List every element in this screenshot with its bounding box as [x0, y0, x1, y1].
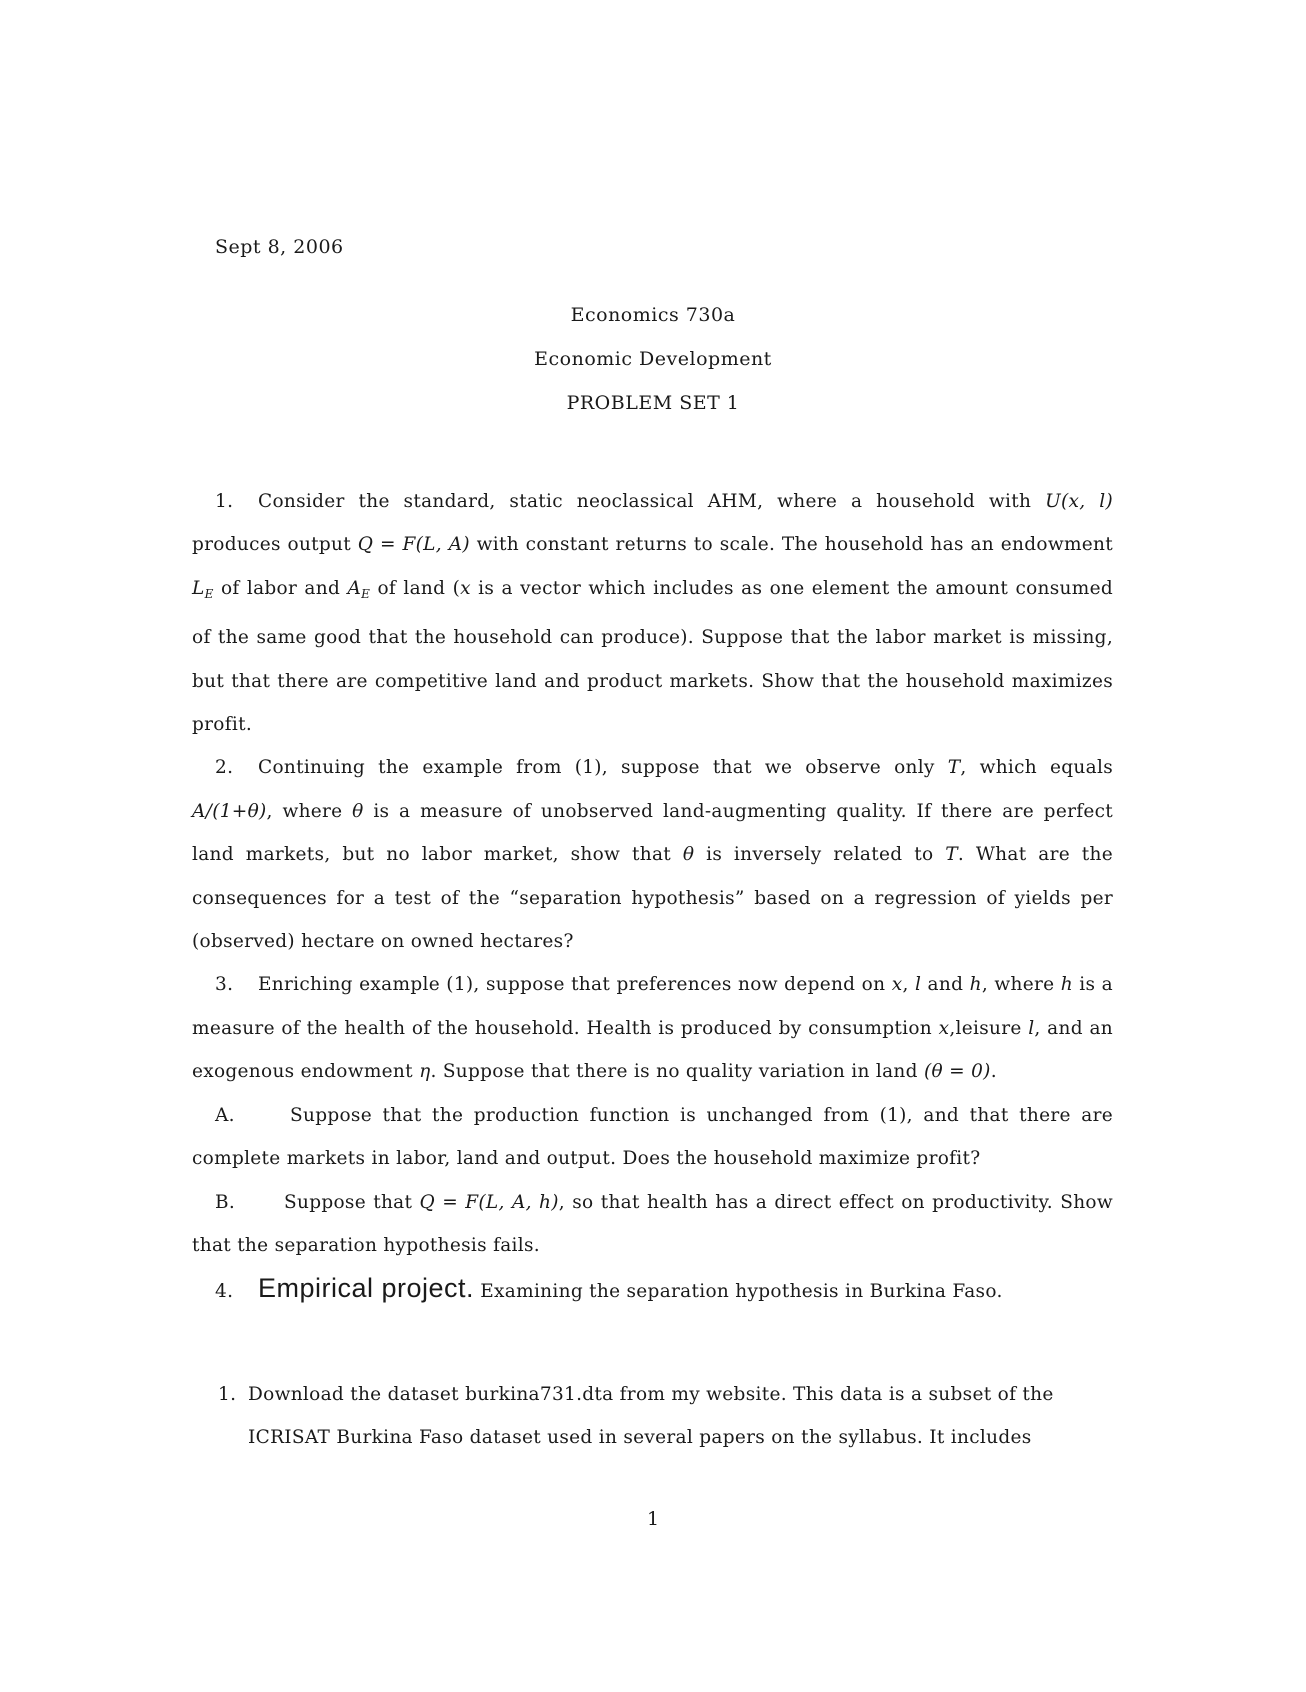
math-expression: A/(1+θ)	[192, 800, 267, 822]
problem-text: , which equals	[960, 757, 1113, 779]
math-expression: x	[891, 974, 903, 996]
problem-4	[192, 1267, 1113, 1313]
problem-text: Continuing the example from (1), suppose that we observe only	[258, 757, 948, 779]
subproblem-label: B.	[215, 1191, 236, 1213]
problem-text: produces output	[192, 534, 358, 556]
list-item	[218, 1373, 1113, 1460]
list-item-text: Download the dataset burkina731.dta from my website. This data is a subset of the	[248, 1384, 1054, 1405]
problem-text: with constant returns to scale. The household has an endowment	[469, 534, 1113, 556]
problem-text: , where	[981, 974, 1061, 996]
problem-number: 2.	[215, 757, 234, 779]
problem-number: 4.	[215, 1281, 234, 1303]
problem-text: .	[990, 1061, 997, 1083]
project-steps-list	[218, 1373, 1113, 1460]
math-expression: T	[945, 844, 958, 866]
math-subscript: E	[361, 586, 371, 601]
problem-text: . What are the consequences for a test of the “separation hypothesis” based on a regression of yields per (observed) hectare on owned hectares?	[192, 844, 1113, 953]
problem-number: 1.	[215, 491, 234, 512]
problem-text: , where	[266, 800, 353, 822]
math-expression: L	[192, 577, 205, 599]
problem-text: ,leisure	[949, 1017, 1029, 1039]
problem-text: and	[921, 974, 970, 996]
math-expression: (θ = 0)	[923, 1061, 991, 1083]
math-expression: h	[1060, 974, 1073, 996]
problem-text: Suppose that	[284, 1191, 420, 1213]
problem-text: Examining the separation hypothesis in Burkina Faso.	[474, 1281, 1003, 1303]
math-expression: T	[947, 757, 961, 779]
math-expression: U(x, l)	[1045, 491, 1113, 512]
list-item-number: 1.	[218, 1384, 237, 1405]
problem-3a	[192, 1094, 1113, 1181]
problem-text: Enriching example (1), suppose that preferences now depend on	[258, 974, 892, 996]
math-expression: l	[914, 974, 922, 996]
problem-3	[192, 963, 1113, 1093]
course-code: Economics 730a	[570, 304, 736, 326]
problem-text: is a measure of the health of the household. Health is produced by consumption	[192, 974, 1113, 1039]
title-block	[0, 300, 1306, 432]
math-subscript: E	[204, 586, 214, 601]
problem-text: Consider the standard, static neoclassical AHM, where a household with	[258, 491, 1046, 512]
math-expression: Q = F(L, A)	[357, 534, 470, 556]
date: Sept 8, 2006	[215, 236, 344, 258]
math-expression: h	[969, 974, 982, 996]
list-item-text: ICRISAT Burkina Faso dataset used in several papers on the syllabus. It includes	[248, 1427, 1032, 1449]
problem-set-title: PROBLEM SET 1	[566, 392, 740, 414]
problem-1	[192, 480, 1113, 746]
math-expression: x	[460, 577, 471, 599]
math-expression: A	[347, 577, 362, 599]
problem-3b	[192, 1181, 1113, 1268]
problem-text: of labor and	[213, 577, 348, 599]
problem-text: . Suppose that there is no quality variation in land	[430, 1061, 924, 1083]
page-number: 1	[646, 1508, 660, 1530]
problem-body	[192, 480, 1113, 1314]
problem-text: ,	[902, 974, 915, 996]
subproblem-label: A.	[215, 1104, 235, 1126]
math-expression: x	[938, 1017, 950, 1039]
math-expression: η	[419, 1061, 431, 1083]
problem-number: 3.	[215, 974, 234, 996]
course-subject: Economic Development	[534, 348, 772, 370]
math-expression: θ	[682, 844, 695, 866]
problem-text: is a vector which includes as one element the amount consumed of the same good that the household can produce). Suppose that the labor market is missing, but that there are competitive land and product markets. Show that the household maximizes profit.	[192, 577, 1113, 736]
math-expression: θ	[352, 800, 364, 822]
section-heading: Empirical project.	[258, 1273, 475, 1304]
problem-text: is inversely related to	[694, 844, 946, 866]
problem-text: is a measure of unobserved land-augmenting quality. If there are perfect land markets, but no labor market, show that	[192, 800, 1113, 866]
math-expression: l	[1028, 1017, 1035, 1039]
problem-2	[192, 746, 1113, 963]
problem-text: of land (	[370, 577, 461, 599]
problem-text: Suppose that the production function is unchanged from (1), and that there are complete markets in labor, land and output. Does the household maximize profit?	[192, 1104, 1113, 1170]
problem-text: , so that health has a direct effect on productivity. Show that the separation hypothesis fails.	[192, 1191, 1114, 1256]
math-expression: Q = F(L, A, h)	[419, 1191, 559, 1213]
problem-text: , and an exogenous endowment	[192, 1017, 1113, 1083]
